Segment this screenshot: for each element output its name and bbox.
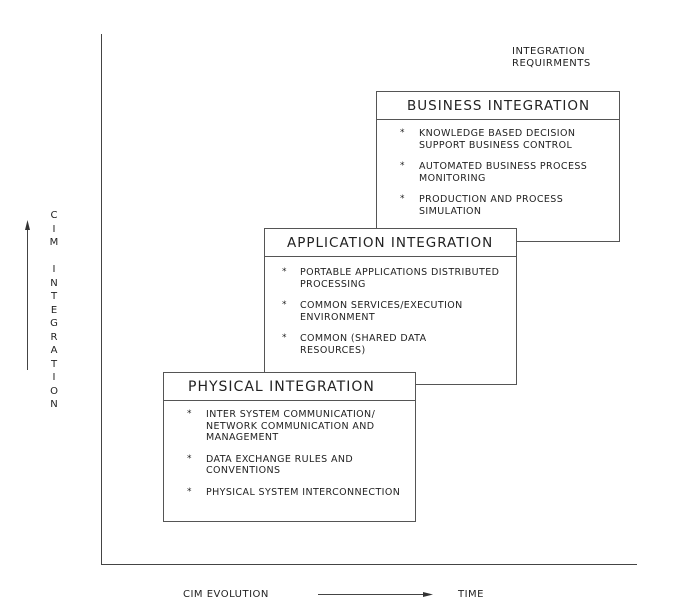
- bullet-icon: *: [187, 409, 192, 419]
- list-item: [377, 128, 619, 151]
- y-axis-label-letter: T: [50, 291, 58, 302]
- physical-integration-list: [164, 401, 415, 498]
- list-item-text: KNOWLEDGE BASED DECISION SUPPORT BUSINESS CONTROL: [419, 128, 576, 151]
- list-item: [164, 487, 415, 499]
- list-item: [377, 161, 619, 184]
- requirements-title: [512, 46, 622, 70]
- list-item-text: COMMON SERVICES/EXECUTION ENVIRONMENT: [300, 300, 463, 323]
- y-axis-label-letter: N: [50, 399, 58, 410]
- x-axis-label-time: TIME: [458, 589, 485, 600]
- bullet-icon: *: [187, 453, 192, 464]
- application-integration-box: [264, 228, 517, 385]
- y-axis-label-letter: T: [50, 358, 58, 370]
- application-integration-title: APPLICATION INTEGRATION: [265, 229, 516, 257]
- y-axis-label-letter: I: [52, 372, 56, 383]
- list-item-text: COMMON (SHARED DATA RESOURCES): [300, 333, 427, 356]
- business-integration-title: BUSINESS INTEGRATION: [377, 92, 619, 120]
- y-axis-label-letter: O: [50, 385, 58, 397]
- list-item: [377, 194, 619, 217]
- list-item-text: DATA EXCHANGE RULES AND CONVENTIONS: [206, 453, 354, 476]
- list-item: [164, 409, 415, 444]
- bullet-icon: *: [400, 161, 405, 171]
- business-integration-list: [377, 120, 619, 217]
- x-arrow-head: [423, 592, 433, 597]
- list-item: [164, 454, 415, 477]
- bullet-icon: *: [187, 486, 192, 497]
- bullet-icon: *: [400, 194, 405, 204]
- y-axis-label-letter: A: [50, 345, 58, 356]
- y-axis-label-letter: M: [49, 237, 59, 248]
- list-item: [265, 333, 516, 356]
- y-axis-label-letter: G: [50, 318, 58, 329]
- bullet-icon: *: [282, 300, 287, 310]
- list-item-text: PORTABLE APPLICATIONS DISTRIBUTED PROCESSING: [300, 267, 500, 290]
- list-item-text: PHYSICAL SYSTEM INTERCONNECTION: [206, 486, 401, 498]
- bullet-icon: *: [282, 267, 287, 277]
- y-axis-label-letter: C: [50, 210, 58, 221]
- y-axis-label-letter: N: [50, 277, 58, 289]
- list-item: [265, 300, 516, 323]
- list-item-text: PRODUCTION AND PROCESS SIMULATION: [419, 194, 564, 217]
- y-axis-label-letter: R: [50, 331, 58, 343]
- x-axis-label-cim-evolution: CIM EVOLUTION: [183, 589, 269, 600]
- y-axis-label-letter: I: [52, 264, 56, 275]
- list-item: [265, 267, 516, 290]
- requirements-title-line-1: INTEGRATION: [512, 46, 586, 57]
- list-item-text: AUTOMATED BUSINESS PROCESS MONITORING: [419, 161, 588, 184]
- business-integration-box: [376, 91, 620, 242]
- physical-integration-box: [163, 372, 416, 522]
- application-integration-list: [265, 257, 516, 356]
- y-axis-label: [47, 209, 61, 412]
- list-item-text: INTER SYSTEM COMMUNICATION/ NETWORK COMMUNICATION AND MANAGEMENT: [206, 409, 376, 443]
- y-axis-label-letter: I: [52, 223, 56, 235]
- y-axis-label-letter: E: [50, 304, 58, 316]
- physical-integration-title: PHYSICAL INTEGRATION: [164, 373, 415, 401]
- requirements-title-line-2: REQUIRMENTS: [512, 58, 591, 69]
- bullet-icon: *: [400, 128, 405, 138]
- y-axis-label-gap: [47, 250, 61, 264]
- y-arrow-head: [25, 220, 30, 230]
- bullet-icon: *: [282, 333, 287, 343]
